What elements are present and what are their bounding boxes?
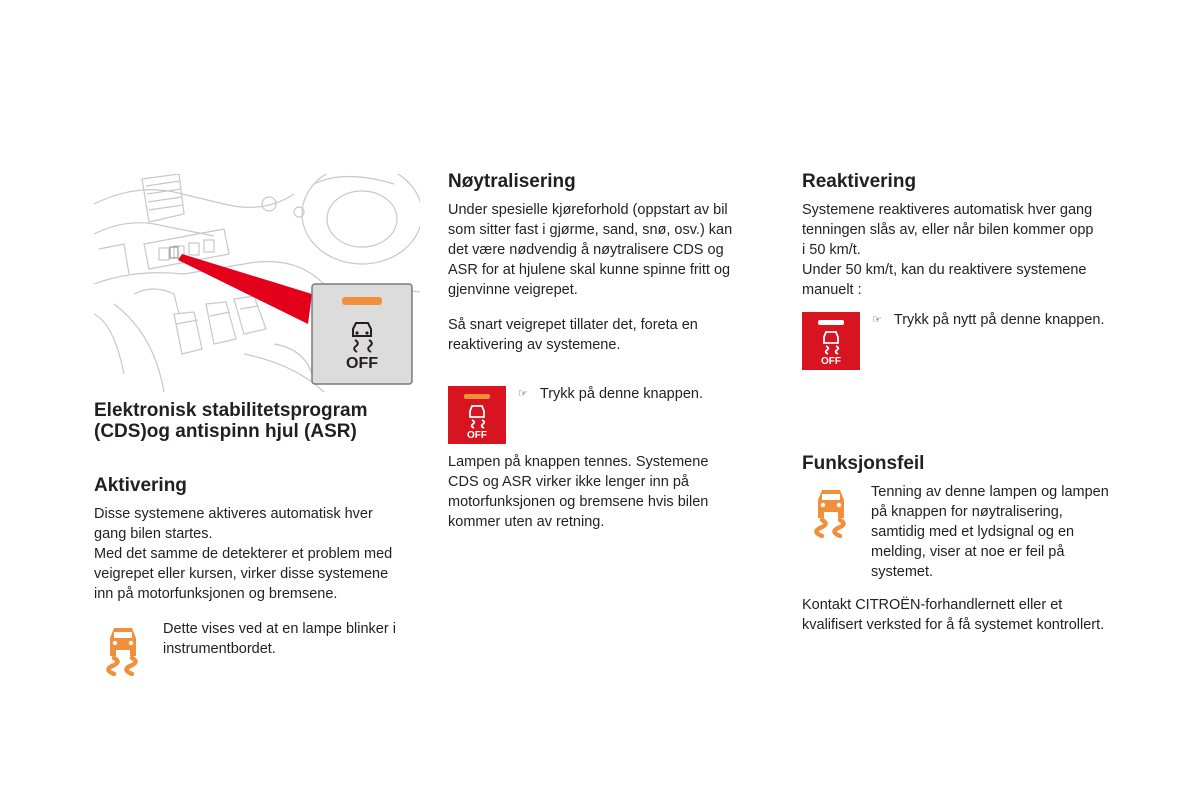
malfunction-lamp-text: Tenning av denne lampen og lampen på knappen for nøytralisering, samtidig med et lydsignal og en melding, viser at noe er feil på systemet. — [871, 484, 1109, 580]
skid-warning-lamp-icon — [808, 486, 854, 538]
button-off-label: OFF — [821, 356, 841, 367]
neutralisation-reactivate-text: Så snart veigrepet tillater det, foreta en reaktivering av systemene. — [448, 317, 698, 353]
activation-heading: Aktivering — [94, 475, 187, 496]
esp-off-button-off-icon — [802, 312, 860, 370]
reactivation-text: Systemene reaktiveres automatisk hver gang tenningen slås av, eller når bilen kommer opp i 50 km/t. Under 50 km/t, kan du reaktivere systemene manuelt : — [802, 202, 1094, 298]
section-title: Elektronisk stabilitetsprogram (CDS)og antispinn hjul (ASR) — [94, 400, 368, 442]
pointing-hand-icon: ☞ — [872, 314, 882, 326]
neutralisation-lamp-text: Lampen på knappen tennes. Systemene CDS og ASR virker ikke lenger inn på motorfunksjonen og bremsene hvis bilen kommer uten av retning. — [448, 454, 709, 530]
button-off-label: OFF — [467, 430, 487, 441]
reactivation-instruction — [872, 310, 1105, 330]
esp-off-button-on-icon — [448, 386, 506, 444]
neutralisation-instruction-text: Trykk på denne knappen. — [539, 386, 703, 402]
pointing-hand-icon: ☞ — [518, 388, 528, 400]
malfunction-heading: Funksjonsfeil — [802, 453, 925, 474]
reactivation-instruction-text: Trykk på nytt på denne knappen. — [893, 312, 1105, 328]
dashboard-illustration — [94, 174, 420, 392]
neutralisation-instruction — [518, 384, 703, 404]
activation-text: Disse systemene aktiveres automatisk hver gang bilen startes. Med det samme de detekterer et problem med veigrepet eller kursen, virker disse systemene inn på motorfunksjonen og bremsene. — [94, 506, 393, 602]
neutralisation-heading: Nøytralisering — [448, 171, 576, 192]
skid-warning-lamp-icon — [100, 624, 146, 676]
reactivation-heading: Reaktivering — [802, 171, 917, 192]
activation-lamp-text: Dette vises ved at en lampe blinker i instrumentbordet. — [163, 621, 396, 657]
malfunction-contact-text: Kontakt CITROËN-forhandlernett eller et kvalifisert verksted for å få systemet kontrollert. — [802, 597, 1105, 633]
illustration-off-label: OFF — [346, 355, 378, 372]
neutralisation-text: Under spesielle kjøreforhold (oppstart av bil som sitter fast i gjørme, sand, snø, osv.) kan det være nødvendig å nøytralisere CDS og ASR for at hjulene skal kunne spinne fritt og gjenvinne veigrepet. — [448, 202, 733, 298]
